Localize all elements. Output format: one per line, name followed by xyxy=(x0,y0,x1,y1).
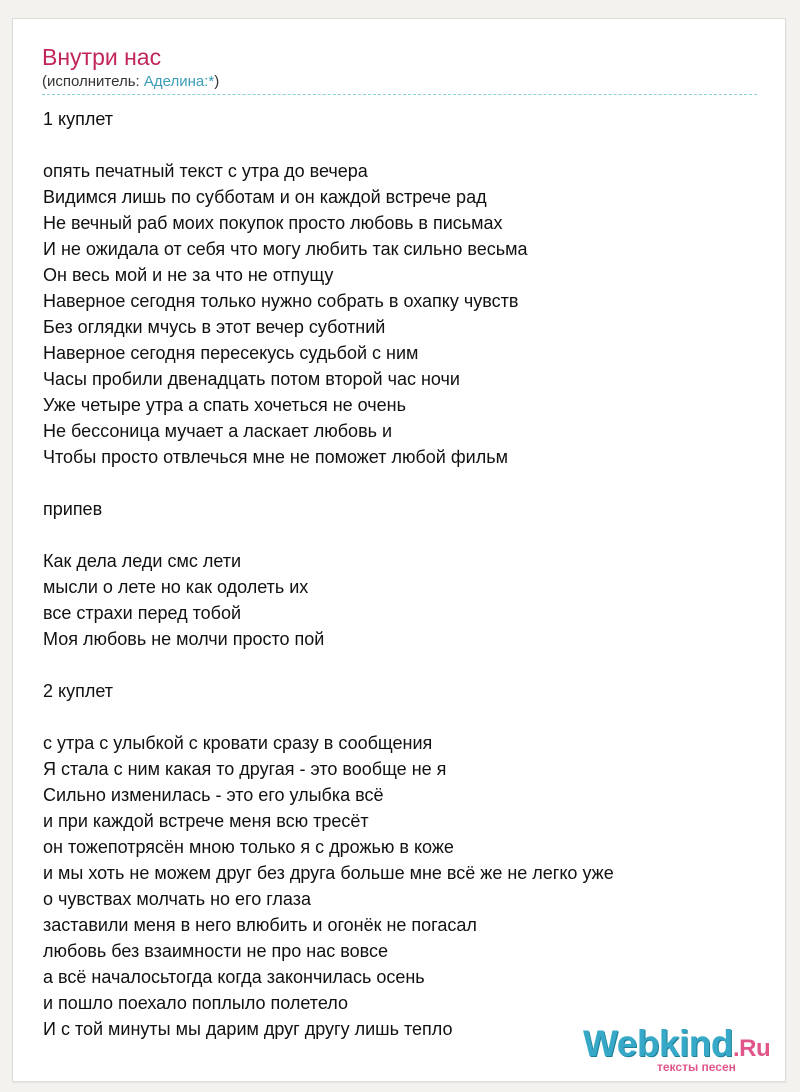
lyrics-line: и мы хоть не можем друг без друга больше мне всё же не легко уже xyxy=(43,863,614,883)
lyrics-line: Я стала с ним какая то другая - это вообще не я xyxy=(43,759,447,779)
lyrics-line: заставили меня в него влюбить и огонёк не погасал xyxy=(43,915,477,935)
lyrics-blank-line xyxy=(43,652,614,678)
lyrics-line: Часы пробили двенадцать потом второй час ночи xyxy=(43,369,460,389)
lyrics-line: И с той минуты мы дарим друг другу лишь тепло xyxy=(43,1019,453,1039)
song-title: Внутри нас xyxy=(42,44,162,70)
lyrics-blank-line xyxy=(43,522,614,548)
lyrics-line: он тожепотрясён мною только я с дрожью в коже xyxy=(43,837,454,857)
logo-tld: .Ru xyxy=(733,1035,771,1062)
divider xyxy=(42,94,757,95)
lyrics-text xyxy=(43,106,614,1042)
lyrics-blank-line xyxy=(43,470,614,496)
artist-prefix: (исполнитель: xyxy=(42,73,144,90)
lyrics-line: с утра с улыбкой с кровати сразу в сообщения xyxy=(43,733,433,753)
lyrics-line: Без оглядки мчусь в этот вечер суботний xyxy=(43,317,386,337)
lyrics-line: припев xyxy=(43,499,103,519)
lyrics-line: Сильно изменилась - это его улыбка всё xyxy=(43,785,384,805)
lyrics-line: опять печатный текст с утра до вечера xyxy=(43,161,368,181)
lyrics-line: 2 куплет xyxy=(43,681,113,701)
lyrics-line: Не вечный раб моих покупок просто любовь в письмах xyxy=(43,213,503,233)
artist-suffix: ) xyxy=(214,73,220,90)
lyrics-line: любовь без взаимности не про нас вовсе xyxy=(43,941,388,961)
logo-name: Webkind xyxy=(583,1023,733,1064)
artist-line xyxy=(42,73,219,91)
lyrics-line: о чувствах молчать но его глаза xyxy=(43,889,311,909)
lyrics-line: Моя любовь не молчи просто пой xyxy=(43,629,325,649)
site-logo[interactable] xyxy=(583,1022,783,1078)
lyrics-blank-line xyxy=(43,132,614,158)
lyrics-line: Как дела леди смс лети xyxy=(43,551,242,571)
lyrics-blank-line xyxy=(43,704,614,730)
lyrics-line: И не ожидала от себя что могу любить так сильно весьма xyxy=(43,239,528,259)
lyrics-line: Чтобы просто отвлечься мне не поможет любой фильм xyxy=(43,447,508,467)
lyrics-line: а всё началосьтогда когда закончилась осень xyxy=(43,967,425,987)
lyrics-line: Уже четыре утра а спать хочеться не очень xyxy=(43,395,406,415)
artist-link[interactable]: Аделина:* xyxy=(143,73,215,90)
lyrics-line: Наверное сегодня только нужно собрать в охапку чувств xyxy=(43,291,519,311)
lyrics-line: все страхи перед тобой xyxy=(43,603,242,623)
lyrics-line: Видимся лишь по субботам и он каждой встрече рад xyxy=(43,187,487,207)
lyrics-line: Он весь мой и не за что не отпущу xyxy=(43,265,334,285)
lyrics-line: мысли о лете но как одолеть их xyxy=(43,577,309,597)
lyrics-line: Не бессоница мучает а ласкает любовь и xyxy=(43,421,393,441)
lyrics-line: и при каждой встрече меня всю тресёт xyxy=(43,811,369,831)
lyrics-line: 1 куплет xyxy=(43,109,113,129)
lyrics-line: Наверное сегодня пересекусь судьбой с ним xyxy=(43,343,419,363)
logo-tagline: тексты песен xyxy=(657,1060,736,1074)
lyrics-line: и пошло поехало поплыло полетело xyxy=(43,993,348,1013)
